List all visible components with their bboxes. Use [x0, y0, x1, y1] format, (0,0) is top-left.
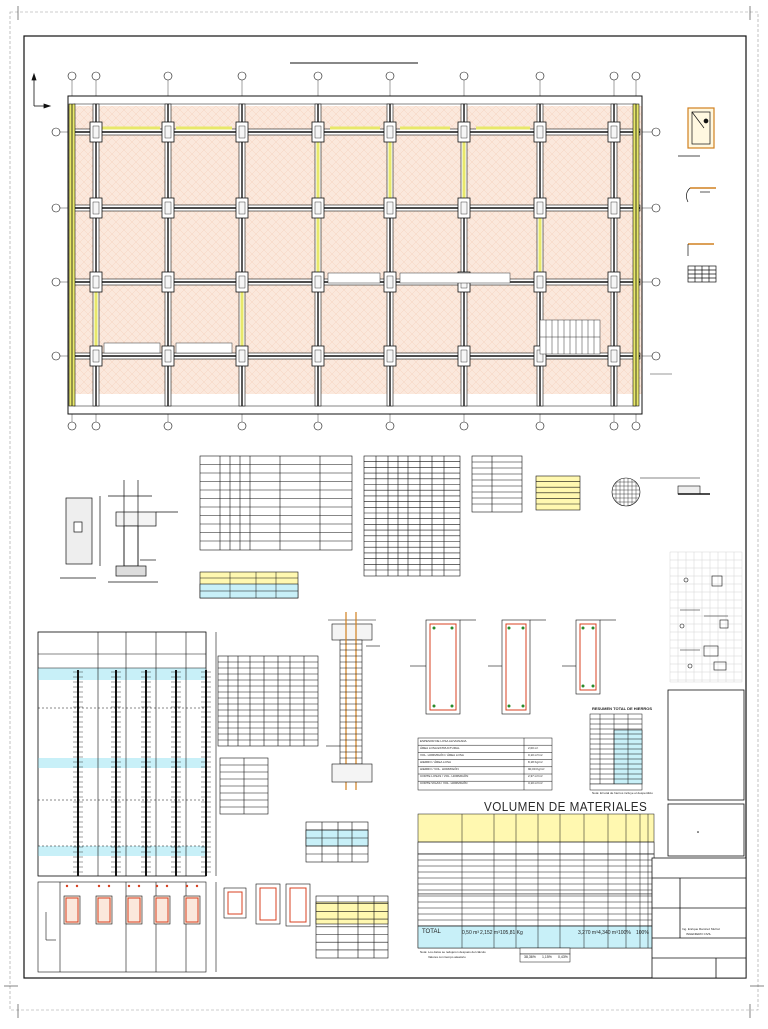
table-2: [364, 456, 460, 576]
axis-bubble: [314, 72, 322, 80]
materials-total-4: 3,270 m³: [578, 930, 598, 936]
axis-bubble: [386, 72, 394, 80]
axis-bubble: [460, 422, 468, 430]
axis-bubble: [52, 352, 60, 360]
axis-bubble: [92, 422, 100, 430]
axis-bubble: [536, 422, 544, 430]
materials-pct-1: 38,36%: [524, 955, 536, 959]
beam-segment: [400, 127, 450, 130]
ratio-value-4: 90,00 Kg/m³: [528, 767, 545, 771]
beam-section-1: [410, 620, 476, 714]
beam-segment: [241, 290, 244, 350]
ratio-value-1: 2,00 m²: [528, 746, 539, 750]
legend-box: [668, 804, 744, 856]
materials-total-1: 0,50 m³: [462, 930, 479, 936]
bent-bar-detail: [688, 244, 716, 282]
axis-bubble: [238, 422, 246, 430]
ratio-label-2: VOL. HORMIGÓN / ÁREA LOSA: [420, 753, 464, 757]
axis-bubble: [610, 72, 618, 80]
beam-segment: [539, 216, 542, 274]
materials-total-3: 105,81 Kg: [500, 930, 523, 936]
title-block-author: Ing. Enrique Ramirez Muñoz: [682, 927, 721, 931]
axis-bubble: [238, 72, 246, 80]
materials-title: VOLUMEN DE MATERIALES: [484, 799, 648, 814]
beam-segment: [176, 127, 232, 130]
axis-bubble: [92, 72, 100, 80]
title-block: [652, 858, 746, 978]
axis-bubble: [52, 128, 60, 136]
stirrup-detail-1: [678, 108, 714, 156]
table-3: [472, 456, 522, 512]
beam-segment: [330, 127, 380, 130]
materials-total-label: TOTAL: [422, 929, 441, 935]
table-4: [536, 476, 580, 510]
table-8: [316, 896, 388, 958]
title-block-profession: INGENIERO CIVIL: [686, 932, 712, 936]
axis-bubble: [652, 128, 660, 136]
materials-total-2: 2,152 m³: [480, 930, 500, 936]
materials-total-7: 100%: [636, 930, 649, 936]
beam-section-2: [488, 620, 546, 714]
axis-bubble: [386, 422, 394, 430]
column-sections: [38, 882, 216, 972]
ratio-value-3: 8,18 Kg/m²: [528, 760, 543, 764]
beam-segment: [476, 127, 530, 130]
beam-segment: [95, 290, 98, 350]
beam-segment: [389, 140, 392, 200]
pile-section: [612, 478, 710, 506]
beam-section-3: [562, 620, 616, 694]
column-schedule: [38, 632, 216, 876]
axis-bubble: [68, 72, 76, 80]
floor-plan: [0, 72, 768, 430]
ratio-label-3: HIERRO / ÁREA LOSA: [420, 760, 452, 764]
materials-total-6: 100%: [618, 930, 631, 936]
stair: [540, 320, 600, 354]
footing-section: [60, 480, 178, 582]
beam-segment: [317, 140, 320, 200]
materials-pct-3: 0,43%: [558, 955, 568, 959]
notes-box: [668, 690, 744, 800]
materials-note-1: Nota: Los datos se redujeron después del cálculo: [420, 950, 486, 954]
beam-segment: [100, 127, 160, 130]
axis-bubble: [632, 422, 640, 430]
table-1b: [200, 572, 298, 598]
axis-bubble: [314, 422, 322, 430]
beam-segment: [463, 140, 466, 200]
rebar-summary-table: [590, 714, 642, 790]
beam-segment: [317, 216, 320, 274]
axis-bubble: [536, 72, 544, 80]
axis-bubble: [52, 204, 60, 212]
materials-pct-2: 1,15%: [542, 955, 552, 959]
ratio-label-4: HIERRO / VOL. HORMIGÓN: [420, 767, 459, 771]
ratio-value-2: 0,10 m³/m²: [528, 753, 543, 757]
axis-bubble: [164, 72, 172, 80]
materials-note-2: Valores con tiempo aleatorio: [428, 955, 466, 959]
ratio-label-5: CORTE LOSAS / VOL. HORMIGÓN: [420, 774, 469, 778]
table-1: [200, 456, 352, 550]
axis-arrow-icon: [32, 74, 50, 108]
axis-bubble: [610, 422, 618, 430]
column-elevation: [326, 612, 380, 790]
ratio-value-6: 3,10 m²/m³: [528, 781, 543, 785]
ratio-label-6: CORTE VIGAS / VOL. HORMIGÓN: [420, 781, 468, 785]
axis-bubble: [652, 204, 660, 212]
axis-bubble: [460, 72, 468, 80]
axis-bubble: [652, 278, 660, 286]
small-sections: [224, 884, 310, 926]
hook-detail: [686, 188, 716, 202]
table-7: [306, 822, 368, 862]
ratio-value-5: 2,37 m²/m³: [528, 774, 543, 778]
rebar-note: Nota: El total de hierros incluye el desperdicio: [592, 791, 653, 795]
ratio-label-1: ÁREA LOSA ESTRUCTURAL: [420, 746, 460, 750]
rebar-summary-title: RESUMEN TOTAL DE HIERROS: [592, 706, 653, 711]
ratio-label-0: ESPESOR DE LOSA ALIVIANADA: [420, 739, 467, 743]
axis-bubble: [652, 352, 660, 360]
axis-bubble: [68, 422, 76, 430]
axis-bubble: [632, 72, 640, 80]
axis-bubble: [52, 278, 60, 286]
axis-bubble: [164, 422, 172, 430]
detail-grid: [670, 552, 742, 682]
table-6: [220, 758, 268, 814]
table-5: [218, 656, 318, 746]
materials-table: [418, 814, 654, 962]
materials-total-5: 4,340 m³: [598, 930, 618, 936]
